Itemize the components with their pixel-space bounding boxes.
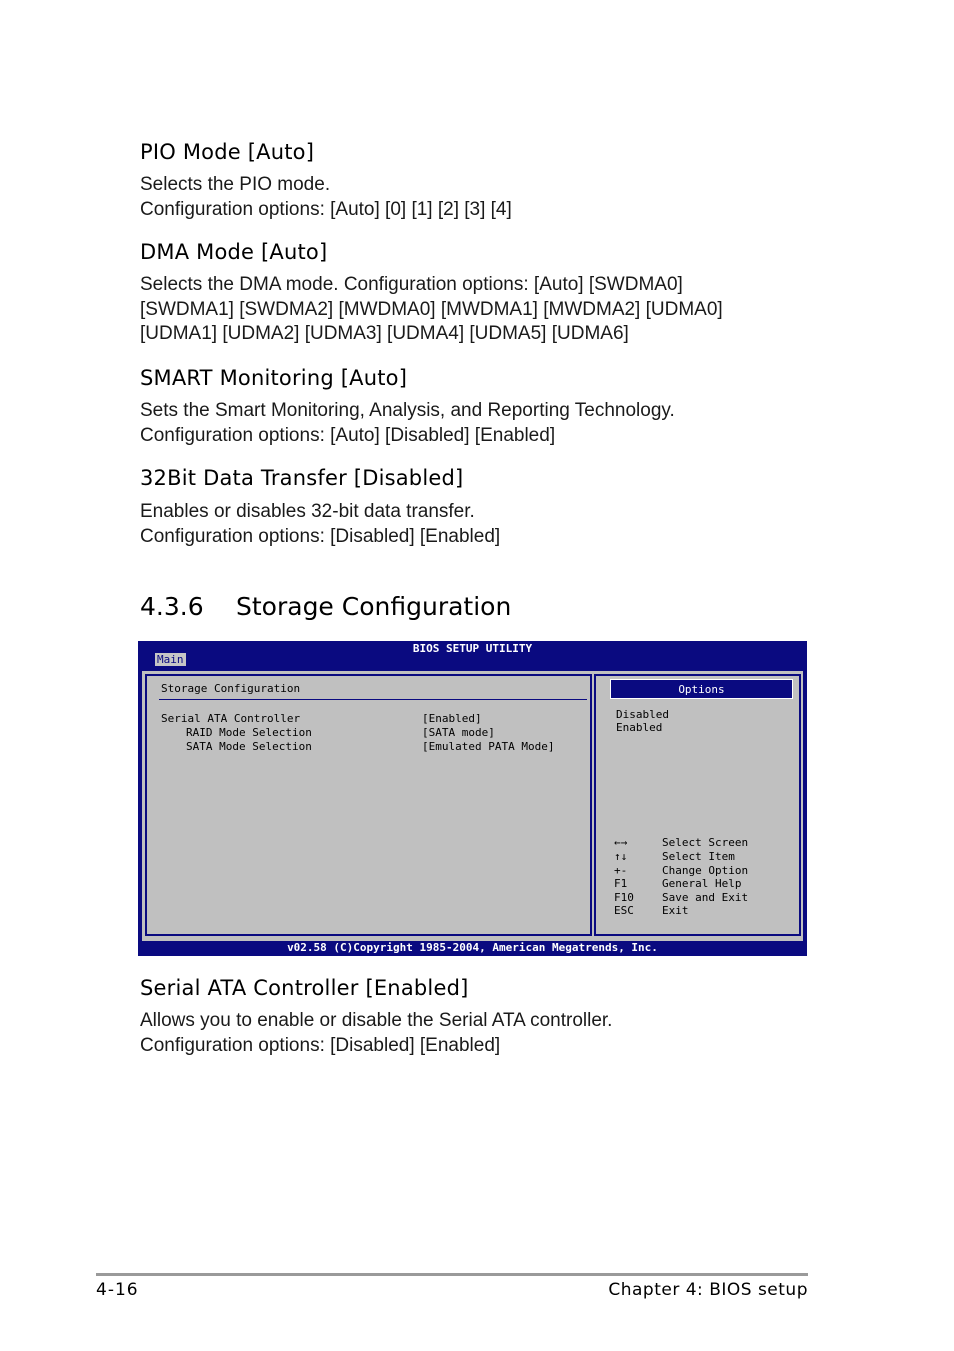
page-number: 4-16 [96, 1280, 139, 1300]
dma-mode-description: Selects the DMA mode. Configuration options: [Auto] [SWDMA0] [SWDMA1] [SWDMA2] [MWDMA0] [MWDMA1] [MWDMA2] [UDMA0] [UDMA1] [UDMA2] [UDMA3] [UDMA4] [UDMA5] [UDMA6] [140, 274, 723, 344]
key-hint-exit: ESC Exit [614, 904, 689, 917]
key-hint-change-option: +- Change Option [614, 864, 749, 877]
setting-value-sata-mode[interactable]: [Emulated PATA Mode] [422, 740, 555, 753]
bios-copyright: v02.58 (C)Copyright 1985-2004, American Megatrends, Inc. [287, 941, 658, 954]
heading-dma-mode: DMA Mode [Auto] [140, 240, 328, 264]
heading-smart-monitoring: SMART Monitoring [Auto] [140, 366, 408, 390]
heading-32bit-data-transfer: 32Bit Data Transfer [Disabled] [140, 466, 464, 490]
serial-ata-controller-description: Allows you to enable or disable the Serial ATA controller. Configuration options: [Disabled] [Enabled] [140, 1010, 613, 1056]
smart-monitoring-description: Sets the Smart Monitoring, Analysis, and Reporting Technology. Configuration options: [Auto] [Disabled] [Enabled] [140, 400, 675, 446]
help-panel [594, 674, 801, 936]
setting-label-serial-ata-controller[interactable]: Serial ATA Controller [161, 712, 301, 725]
option-enabled[interactable]: Enabled [616, 721, 663, 734]
section-number: 4.3.6 [140, 592, 204, 621]
heading-pio-mode: PIO Mode [Auto] [140, 140, 315, 164]
chapter-label: Chapter 4: BIOS setup [608, 1280, 808, 1300]
setting-value-raid-mode[interactable]: [SATA mode] [422, 726, 495, 739]
setting-label-sata-mode[interactable]: SATA Mode Selection [186, 740, 312, 753]
32bit-data-transfer-description: Enables or disables 32-bit data transfer. Configuration options: [Disabled] [Enabled] [140, 501, 501, 547]
option-disabled[interactable]: Disabled [616, 708, 669, 721]
key-hint-general-help: F1 General Help [614, 877, 742, 890]
panel-divider [159, 699, 587, 700]
panel-header: Storage Configuration [161, 682, 301, 695]
setting-label-raid-mode[interactable]: RAID Mode Selection [186, 726, 312, 739]
left-right-arrow-icon: ←→ [614, 836, 628, 849]
up-down-arrow-icon: ↑↓ [614, 850, 628, 863]
key-hint-select-screen: ←→ Select Screen [614, 836, 749, 849]
setting-value-serial-ata-controller[interactable]: [Enabled] [422, 712, 482, 725]
section-title-text: Storage Configuration [236, 592, 512, 621]
tab-main[interactable]: Main [157, 653, 184, 666]
settings-panel [145, 674, 592, 936]
section-title [140, 592, 511, 621]
bios-body [142, 671, 803, 941]
options-header: Options [610, 679, 793, 699]
pio-mode-description: Selects the PIO mode. Configuration options: [Auto] [0] [1] [2] [3] [4] [140, 174, 512, 220]
bios-screen [138, 641, 807, 956]
key-hint-select-item: ↑↓ Select Item [614, 850, 735, 863]
bios-title: BIOS SETUP UTILITY [412, 642, 533, 655]
heading-serial-ata-controller: Serial ATA Controller [Enabled] [140, 976, 469, 1000]
key-hint-save-exit: F10 Save and Exit [614, 891, 749, 904]
footer-divider [96, 1273, 808, 1276]
